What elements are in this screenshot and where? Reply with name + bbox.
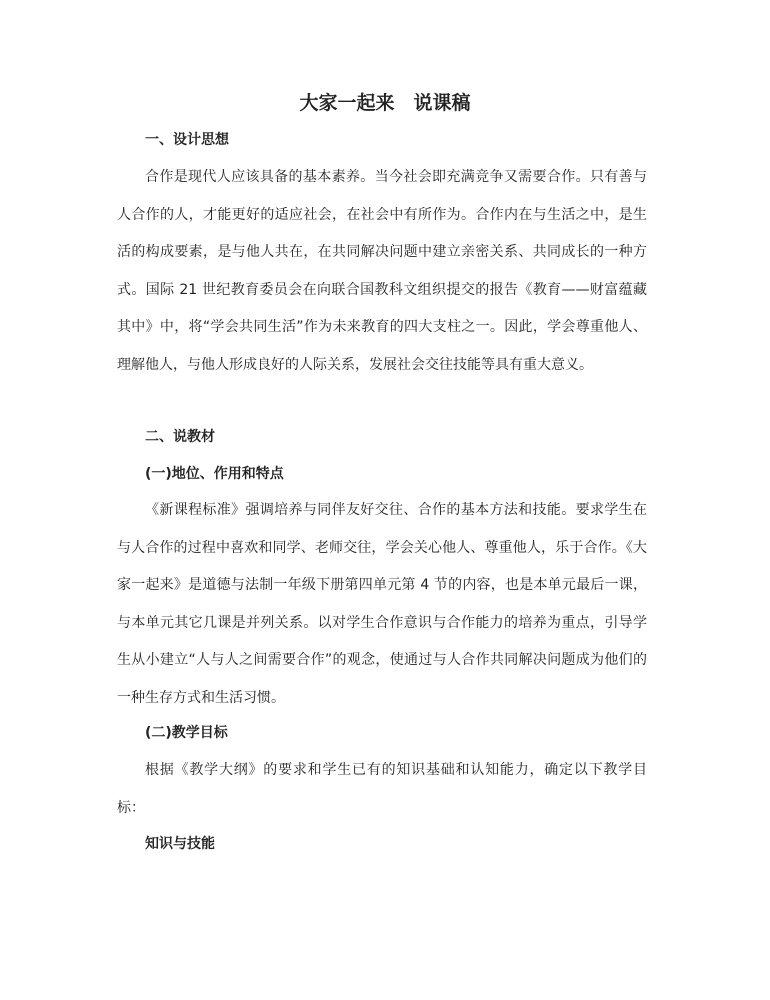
section-heading-design-idea: 一、设计思想 — [145, 132, 229, 148]
subsection-heading-teaching-goals: (二)教学目标 — [145, 725, 228, 741]
subsection-heading-position-role: (一)地位、作用和特点 — [145, 466, 284, 482]
subsection-heading-knowledge-skills: 知识与技能 — [145, 836, 215, 852]
paragraph-position-role: 《新课程标准》强调培养与同伴友好交往、合作的基本方法和技能。要求学生在与人合作的过程中喜欢和同学、老师交往，学会关心他人、尊重他人，乐于合作。《大家一起来》是道德与法制一年级下册第四单元第 4 节的内容，也是本单元最后一课，与本单元其它几课是并列关系。以对学生合作意识与合作能力的培养为重点，引导学生从小建立“人与人之间需要合作”的观念，使通过与人合作共同解决问题成为他们的一种生存方式和生活习惯。 — [117, 502, 647, 706]
section-heading-textbook: 二、说教材 — [145, 429, 215, 445]
document-title: 大家一起来 说课稿 — [299, 92, 471, 114]
paragraph-design-idea: 合作是现代人应该具备的基本素养。当今社会即充满竞争又需要合作。只有善与人合作的人，才能更好的适应社会，在社会中有所作为。合作内在与生活之中，是生活的构成要素，是与他人共在，在共同解决问题中建立亲密关系、共同成长的一种方式。国际 21 世纪教育委员会在向联合国教科文组织提交的报告《教育——财富蕴藏其中》中，将“学会共同生活”作为未来教育的四大支柱之一。因此，学会尊重他人、理解他人，与他人形成良好的人际关系，发展社会交往技能等具有重大意义。 — [117, 169, 647, 373]
paragraph-teaching-goals: 根据《教学大纲》的要求和学生已有的知识基础和认知能力，确定以下教学目标： — [117, 762, 647, 816]
